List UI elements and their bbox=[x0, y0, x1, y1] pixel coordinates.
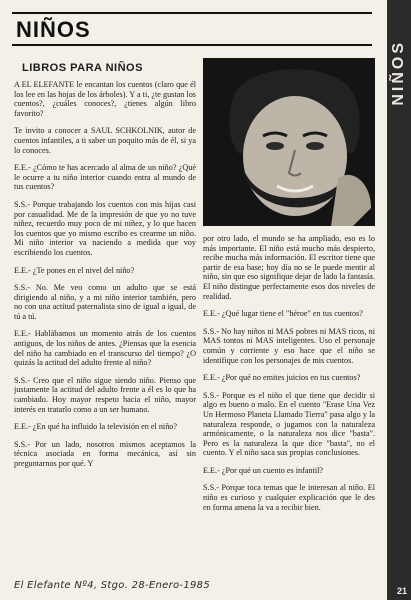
article-paragraph: E.E.- ¿Cómo te has acercado al alma de un niño? ¿Qué le ocurre a tu niño interior cuando entra al mundo de tus cuentos? bbox=[14, 163, 196, 192]
article-column-left bbox=[14, 80, 196, 580]
handwritten-source-note: El Elefante Nº4, Stgo. 28-Enero-1985 bbox=[14, 580, 210, 591]
side-tab bbox=[387, 0, 411, 600]
article-paragraph: E.E.- Hablábamos un momento atrás de los cuentos antiguos, de los niños de antes. ¿Piensas que la esencia del niño ha cambiado en el transcurso del tiempo? ¿O quizás la actitud del adulto frente al niño? bbox=[14, 329, 196, 368]
article-paragraph: S.S.- Por un lado, nosotros mismos aceptamos la técnica asociada en forma mecánica, así sin preguntarnos por qué. Y bbox=[14, 439, 196, 468]
header-bar bbox=[12, 12, 372, 46]
article-paragraph: S.S.- Porque es el niño el que tiene que decidir si algo es bueno o malo. En el cuento "Erase Una Vez Un Hermoso Planeta Llamado Tierra" pasa algo y la naturaleza responde, o jugamos con la naturaleza armónicamente, o la naturaleza nos dice "basta". Pero es la naturaleza la que dice "basta", no el cuento. Y el niño saca sus propias conclusiones. bbox=[203, 390, 375, 458]
page-number: 21 bbox=[396, 586, 407, 596]
article-paragraph: E.E.- ¿Por qué un cuento es infantil? bbox=[203, 465, 324, 475]
article-paragraph: A EL ELEFANTE le encantan los cuentos (claro que él los lee en las hojas de los árboles). Y a ti, ¿te gustan los cuentos?, ¿cuáles conoces?, ¿tienes algún libro favorito? bbox=[14, 80, 196, 118]
page-title: NIÑOS bbox=[16, 17, 91, 42]
article-paragraph: por otro lado, el mundo se ha ampliado, eso es lo más importante. El niño está mucho más despierto, recibe mucha más información. El escritor tiene que partir de esa base; hoy día no se le puede mentir al niño, sin que eso signifique dejar de lado la fantasía. El niño distingue perfectamente esos dos niveles de realidad. bbox=[203, 234, 375, 301]
article-paragraph: S.S.- Creo que el niño sigue siendo niño. Pienso que justamente la actitud del adulto frente a él es lo que ha cambiado. Hoy mayor respeto hacia el niño, mayor interés en tratarlo como a un ser humano. bbox=[14, 375, 196, 414]
article-paragraph: S.S.- Porque toca temas que le interesan al niño. El niño es curioso y cualquier explicación que le des en forma amena la va a recibir bien. bbox=[203, 483, 375, 512]
article-paragraph: Te invito a conocer a SAUL SCHKOLNIK, autor de cuentos infantiles, a ti saber un poquito más de él, si ya lo conoces. bbox=[14, 126, 196, 155]
author-portrait-image bbox=[203, 58, 375, 226]
article-paragraph: E.E.- ¿Qué lugar tiene el "héroe" en tus cuentos? bbox=[203, 309, 363, 319]
article-paragraph: E.E.- ¿Por qué no emites juicios en tus cuentos? bbox=[203, 373, 361, 383]
side-tab-label: NIÑOS bbox=[390, 40, 407, 106]
section-title: LIBROS PARA NIÑOS bbox=[22, 62, 143, 74]
article-column-right bbox=[203, 234, 375, 580]
article-paragraph: S.S.- No hay niños ni MAS pobres ni MAS ricos, ni MAS tontos ni MAS inteligentes. Uso el personaje común y corriente y eso hace que el niño se identifique con los personajes de mis cuentos. bbox=[203, 326, 375, 365]
author-photo bbox=[203, 58, 375, 226]
article-paragraph: S.S.- Porque trabajando los cuentos con mis hijas casi por casualidad. Me de la impresión de que yo no tuve niñez, recuerdo muy poco de mi niñez, y lo que hacen los cuentos que yo mismo escribo es crearme un niño. Mi niño interior va naciendo a medida que voy escribiendo los cuentos. bbox=[14, 199, 196, 257]
article-paragraph: E.E.- ¿Te pones en el nivel del niño? bbox=[14, 265, 135, 275]
article-paragraph: S.S.- No. Me veo como un adulto que se está dirigiendo al niño, y a mi niño interior también, pero no con una actitud paternalista sino de igual a igual, de tú a tú. bbox=[14, 283, 196, 321]
article-paragraph: E.E.- ¿En qué ha influido la televisión en el niño? bbox=[14, 422, 178, 432]
